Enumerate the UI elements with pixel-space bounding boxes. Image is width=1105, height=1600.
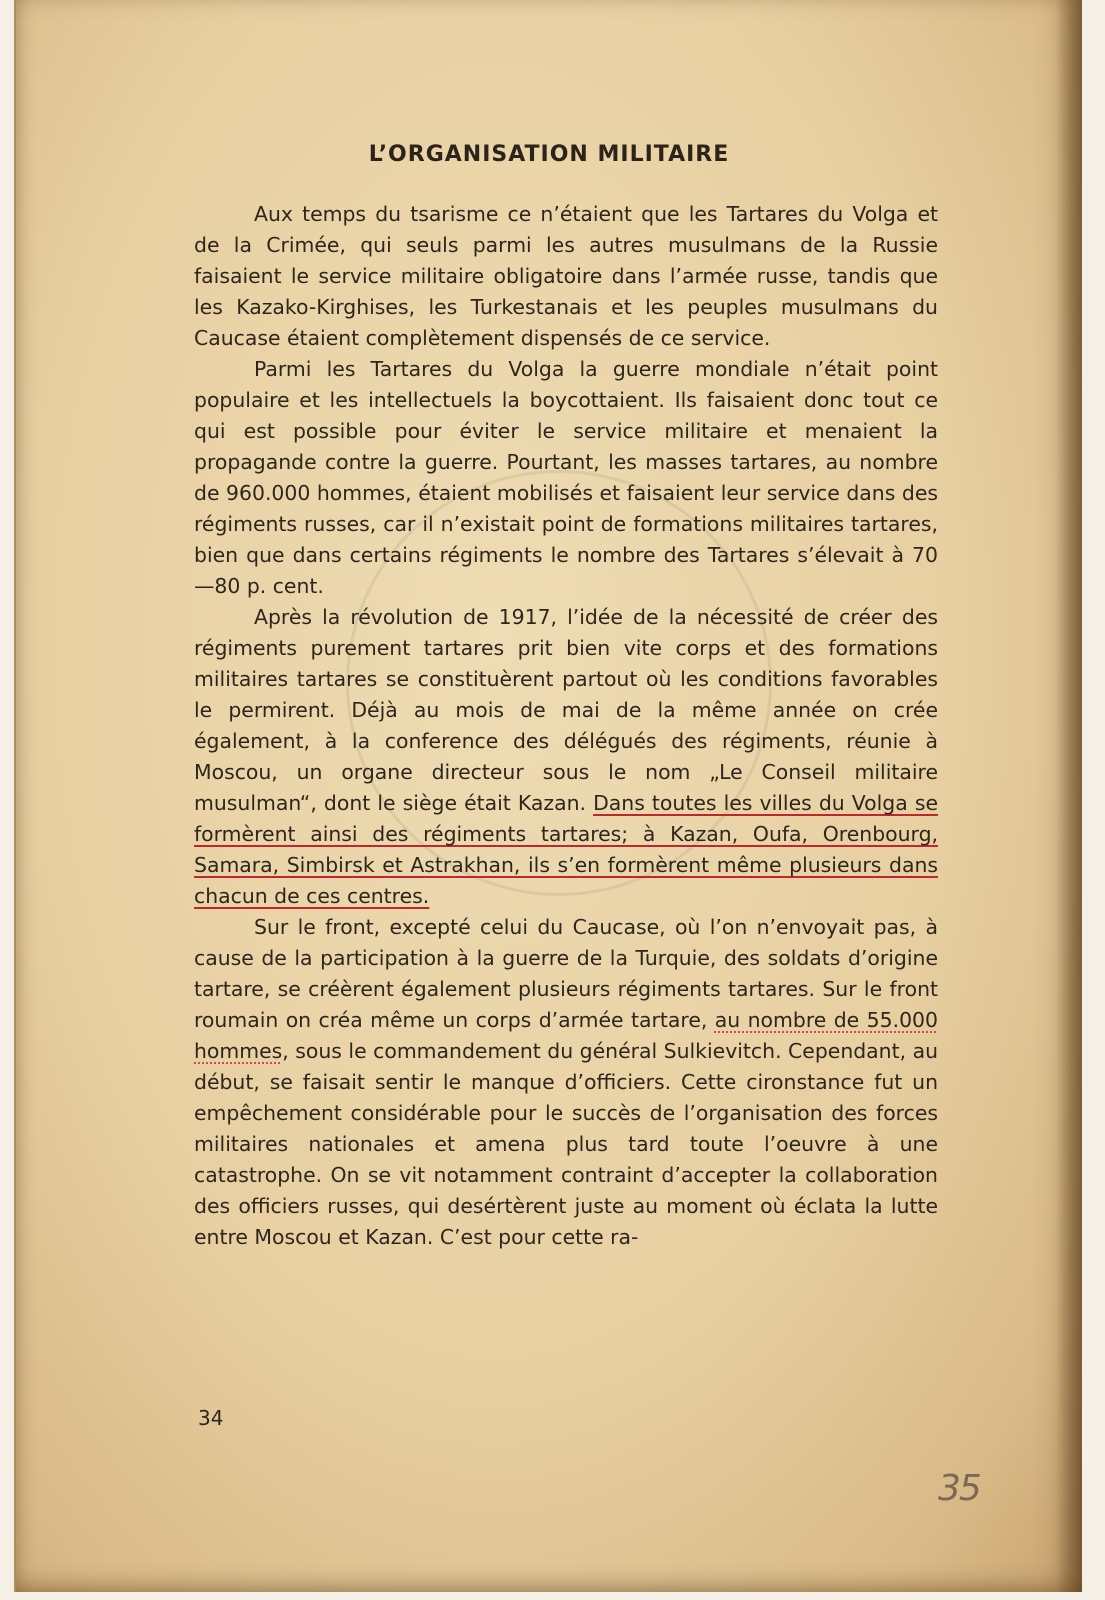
page-number: 34: [198, 1406, 224, 1430]
paragraph-1-text: Aux temps du tsarisme ce n’étaient que les Tartares du Volga et de la Crimée, qui seuls parmi les autres musulmans de la Russie faisaient le service militaire obligatoire dans l’armée russe, tandis que les Kazako-Kirghises, les Turkestanais et les peuples musulmans du Caucase étaient complètement dispensés de ce service.: [194, 202, 938, 350]
paragraph-1: [194, 199, 938, 354]
underlined-number: au nombre de 55.000 hommes: [194, 1008, 938, 1063]
paragraph-2-text: Parmi les Tartares du Volga la guerre mondiale n’était point populaire et les intellectuels la boycottaient. Ils faisaient donc tout ce qui est possible pour éviter le service militaire et menaient la propagande contre la guerre. Pourtant, les masses tartares, au nombre de 960.000 hommes, étaient mobilisés et faisaient leur service dans des régiments russes, car il n’existait point de formations militaires tartares, bien que dans certains régiments le nombre des Tartares s’élevait à 70—80 p. cent.: [194, 357, 938, 598]
underlined-passage: Dans toutes les villes du Volga se formèrent ainsi des régiments tartares; à Kazan, Oufa, Orenbourg, Samara, Simbirsk et Astrakhan, ils s’en formèrent même plusieurs dans chacun de ces centres.: [194, 791, 939, 908]
paragraph-3-text: Après la révolution de 1917, l’idée de la nécessité de créer des régiments purement tartares prit bien vite corps et des formations militaires tartares se constituèrent partout où les conditions favorables le permirent. Déjà au mois de mai de la même année on crée également, à la conference des délégués des régiments, réunie à Moscou, un organe directeur sous le nom „Le Conseil militaire musulman“, dont le siège était Kazan.: [194, 605, 938, 815]
handwritten-page-number: 35: [938, 1468, 980, 1509]
paragraph-4: [194, 912, 938, 1253]
page-title: L’ORGANISATION MILITAIRE: [368, 142, 730, 167]
paragraph-4-text-start: Sur le front, excepté celui du Caucase, où l’on n’envoyait pas, à cause de la participation à la guerre de la Turquie, des soldats d’origine tartare, se créèrent également plusieurs régiments tartares. Sur le front roumain on créa même un corps d’armée tartare,: [194, 915, 938, 1032]
body-text: [194, 199, 938, 1253]
book-page: [14, 0, 1082, 1592]
paragraph-4-text-end: , sous le commandement du général Sulkievitch. Cependant, au début, se faisait sentir le manque d’officiers. Cette cironstance fut un empêchement considérable pour le succès de l’organisation des forces militaires nationales et amena plus tard toute l’oeuvre à une catastrophe. On se vit notamment contraint d’accepter la collaboration des officiers russes, qui desértèrent juste au moment où éclata la lutte entre Moscou et Kazan. C’est pour cette ra-: [194, 1039, 938, 1249]
paragraph-3: [194, 602, 938, 912]
page-spine-shadow: [1056, 0, 1082, 1592]
paragraph-2: [194, 354, 938, 602]
